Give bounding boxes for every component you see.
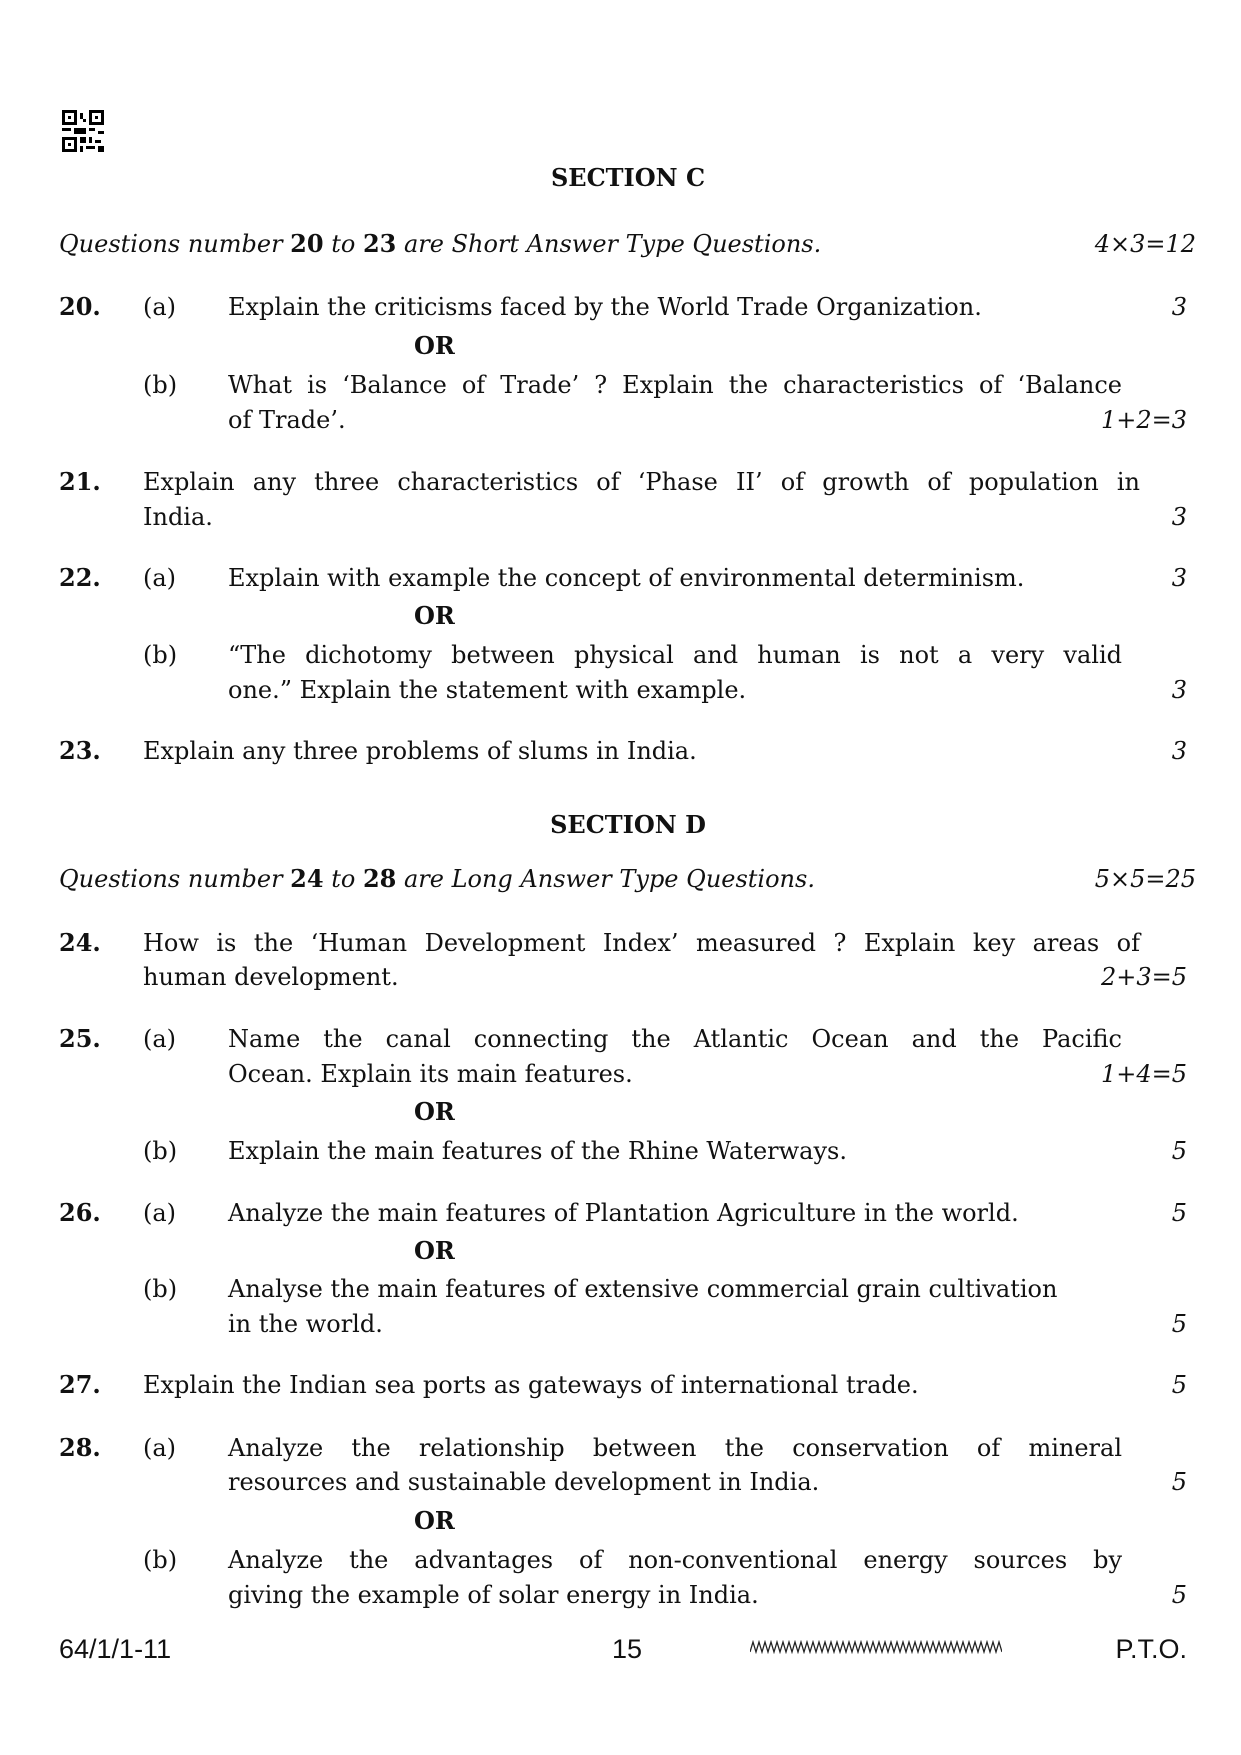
question-text: of Trade’. — [228, 406, 346, 434]
section-d-instructions: Questions number 24 to 28 are Long Answer Type Questions. — [59, 864, 815, 893]
or-label: OR — [414, 1097, 455, 1126]
question-text: giving the example of solar energy in India. — [228, 1581, 759, 1609]
marks: 5 — [1171, 1468, 1187, 1496]
marks: 5 — [1171, 1581, 1187, 1609]
marks: 2+3=5 — [1100, 963, 1187, 991]
marks: 5 — [1171, 1199, 1187, 1227]
section-d-heading: SECTION D — [550, 810, 706, 839]
question-text: Explain the Indian sea ports as gateways of international trade. — [143, 1371, 919, 1399]
question-text: How is the ‘Human Development Index’ measured ? Explain key areas of — [143, 929, 1140, 957]
page-number: 15 — [612, 1634, 643, 1664]
marks: 3 — [1171, 737, 1187, 765]
or-label: OR — [414, 601, 455, 630]
part-label: (a) — [143, 1199, 177, 1227]
question-number: 28. — [59, 1433, 101, 1462]
paper-code: 64/1/1-11 — [59, 1634, 172, 1664]
question-text: “The dichotomy between physical and human is not a very valid — [228, 641, 1122, 669]
section-c-instructions: Questions number 20 to 23 are Short Answer Type Questions. — [59, 229, 822, 258]
marks: 5 — [1171, 1371, 1187, 1399]
question-text: in the world. — [228, 1310, 383, 1338]
question-number: 26. — [59, 1198, 101, 1227]
question-text: India. — [143, 503, 213, 531]
question-text: human development. — [143, 963, 399, 991]
question-text: Analyze the relationship between the conservation of mineral — [228, 1434, 1122, 1462]
question-text: Explain any three characteristics of ‘Phase II’ of growth of population in — [143, 468, 1140, 496]
marks: 3 — [1171, 676, 1187, 704]
marks: 1+2=3 — [1100, 406, 1187, 434]
marks: 3 — [1171, 293, 1187, 321]
part-label: (a) — [143, 1025, 177, 1053]
part-label: (a) — [143, 564, 177, 592]
question-text: Analyse the main features of extensive commercial grain cultivation — [228, 1275, 1058, 1303]
section-c-heading: SECTION C — [550, 163, 706, 192]
or-label: OR — [414, 1506, 455, 1535]
question-text: Ocean. Explain its main features. — [228, 1060, 633, 1088]
question-text: one.” Explain the statement with example. — [228, 676, 747, 704]
please-turn-over: P.T.O. — [1115, 1634, 1187, 1664]
question-text: Name the canal connecting the Atlantic Ocean and the Pacific — [228, 1025, 1122, 1053]
marks: 3 — [1171, 564, 1187, 592]
part-label: (b) — [143, 1137, 178, 1165]
part-label: (a) — [143, 293, 177, 321]
question-number: 25. — [59, 1024, 101, 1053]
section-d-marks: 5×5=25 — [1094, 865, 1196, 893]
or-label: OR — [414, 1236, 455, 1265]
marks: 3 — [1171, 503, 1187, 531]
question-text: Explain any three problems of slums in India. — [143, 737, 697, 765]
question-text: resources and sustainable development in India. — [228, 1468, 820, 1496]
part-label: (b) — [143, 1546, 178, 1574]
wavy-line-decoration — [750, 1640, 1002, 1654]
marks: 5 — [1171, 1137, 1187, 1165]
question-number: 21. — [59, 467, 101, 496]
question-number: 22. — [59, 563, 101, 592]
question-number: 27. — [59, 1370, 101, 1399]
question-number: 24. — [59, 928, 101, 957]
section-c-marks: 4×3=12 — [1094, 230, 1196, 258]
question-text: Explain with example the concept of environmental determinism. — [228, 564, 1025, 592]
question-text: Explain the criticisms faced by the World Trade Organization. — [228, 293, 982, 321]
question-number: 20. — [59, 292, 101, 321]
marks: 5 — [1171, 1310, 1187, 1338]
question-text: Explain the main features of the Rhine Waterways. — [228, 1137, 847, 1165]
question-text: Analyze the advantages of non-conventional energy sources by — [228, 1546, 1122, 1574]
question-text: Analyze the main features of Plantation Agriculture in the world. — [228, 1199, 1019, 1227]
part-label: (b) — [143, 641, 178, 669]
question-text: What is ‘Balance of Trade’ ? Explain the characteristics of ‘Balance — [228, 371, 1122, 399]
or-label: OR — [414, 331, 455, 360]
part-label: (b) — [143, 1275, 178, 1303]
marks: 1+4=5 — [1100, 1060, 1187, 1088]
question-number: 23. — [59, 736, 101, 765]
part-label: (b) — [143, 371, 178, 399]
qr-code — [62, 110, 104, 152]
part-label: (a) — [143, 1434, 177, 1462]
